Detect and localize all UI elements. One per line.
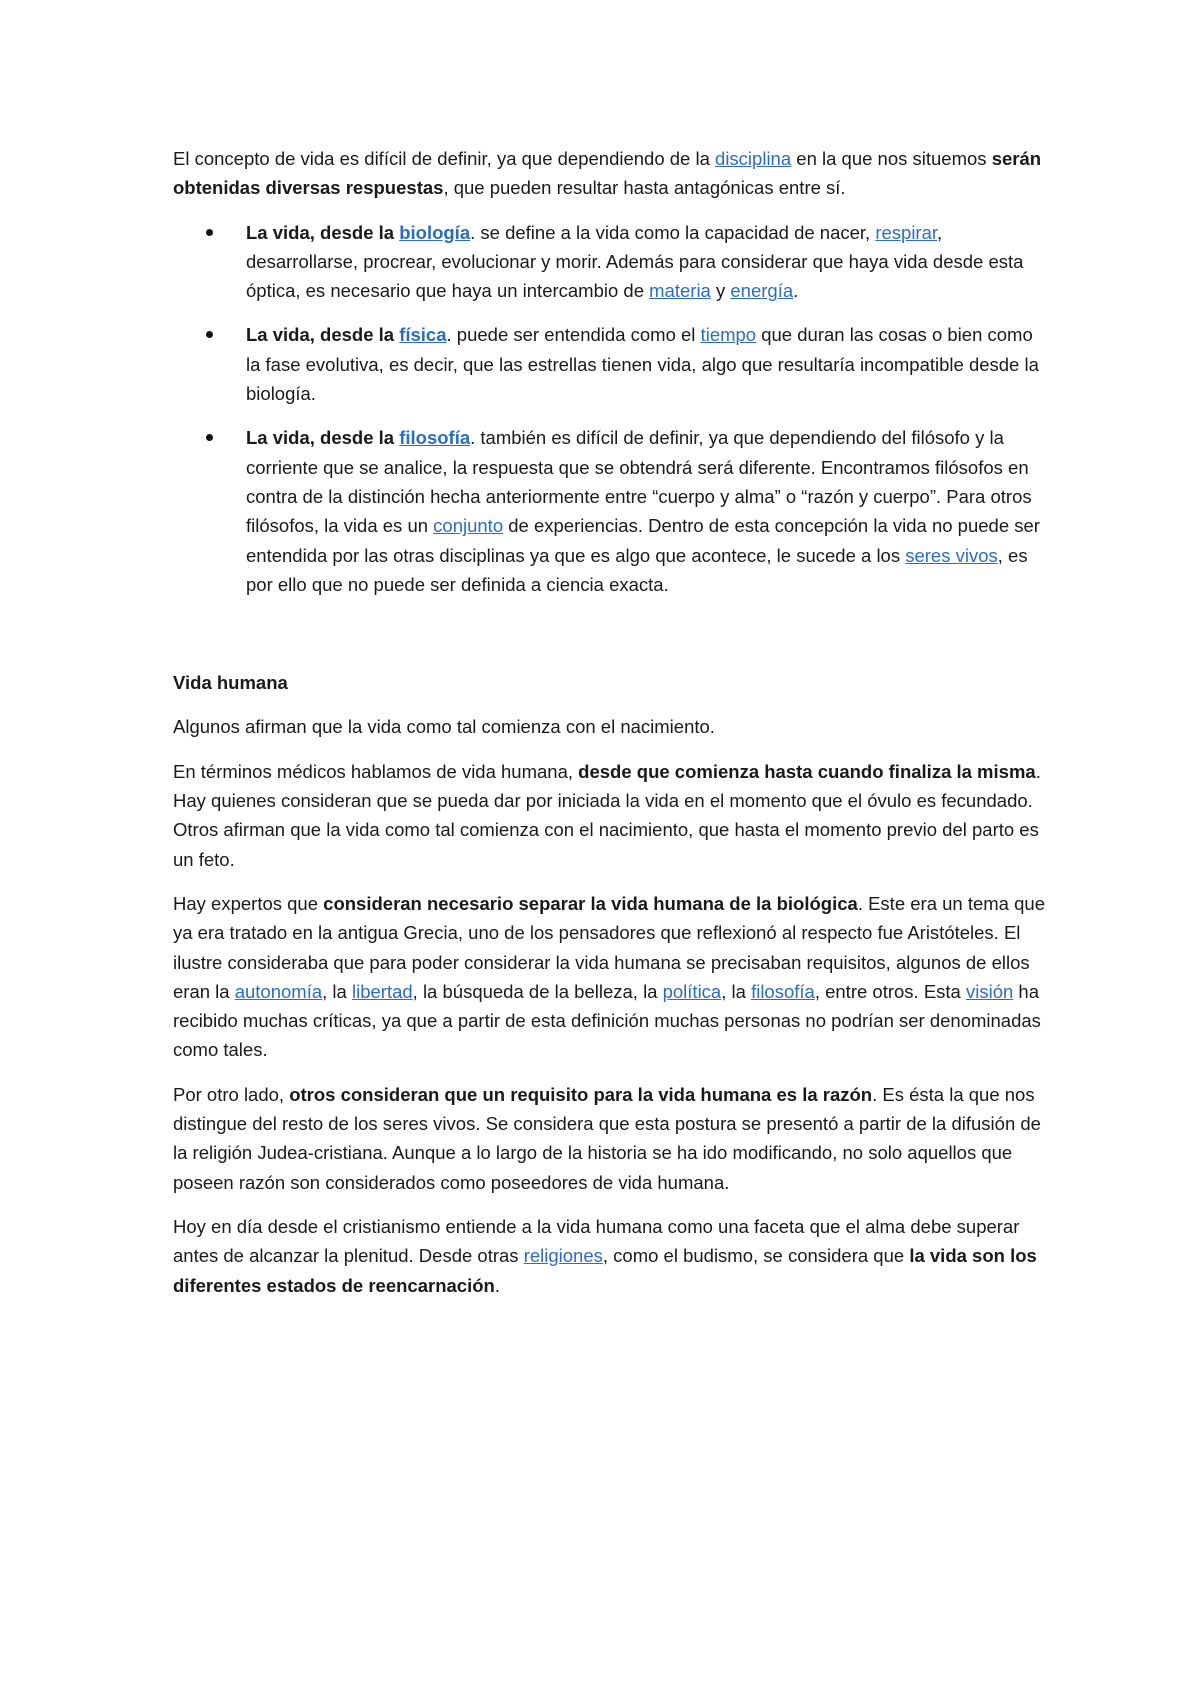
text: Hoy en día desde el cristianismo entiende a la vida humana como una faceta que el alma debe superar antes de alcanzar la plenitud. Desde otras [173,1215,1020,1267]
text: , desarrollarse, procrear, evolucionar y morir. Además para considerar que haya vida desde esta óptica, es necesario que haya un intercambio de [246,221,1024,302]
link-vision[interactable]: visión [965,980,1014,1002]
text: Por otro lado, [173,1083,290,1105]
text: . también es difícil de definir, ya que dependiendo del filósofo y la corriente que se analice, la respuesta que se obtendrá será diferente. Encontramos filósofos en contra de la distinción hecha anteriormente entre “cuerpo y alma” o “razón y cuerpo”. Para otros filósofos, la vida es un [246,427,1032,537]
bold-text: desde que comienza hasta cuando finaliza la misma [578,760,1036,782]
bullet-lead: La vida, desde la [246,427,400,449]
text: . Hay quienes consideran que se pueda dar por iniciada la vida en el momento que el óvulo es fecundado. Otros afirman que la vida como tal comienza con el nacimiento, que hasta el momento previo del parto es un feto. [173,760,1041,870]
document-body [173,144,1048,1315]
text: En términos médicos hablamos de vida humana, [173,760,579,782]
bullet-lead: La vida, desde la [246,221,400,243]
text: , la [721,980,752,1002]
text: El concepto de vida es difícil de definir, ya que dependiendo de la [173,148,716,169]
text: . Este era un tema que ya era tratado en la antigua Grecia, uno de los pensadores que reflexionó al respecto fue Aristóteles. El ilustre consideraba que para poder considerar la vida humana se precisaban requisitos, algunos de ellos eran la [173,892,1045,1002]
bold-text: la vida son los diferentes estados de reencarnación [173,1245,1037,1296]
link-conjunto[interactable]: conjunto [433,515,504,537]
bullet-item-fisica [173,320,1048,408]
bullet-dot [206,434,213,441]
link-seres-vivos[interactable]: seres vivos [905,544,998,566]
text: . Es ésta la que nos distingue del resto de los seres vivos. Se considera que esta postura se presentó a partir de la difusión de la religión Judea-cristiana. Aunque a lo largo de la historia se ha ido modificando, no solo aquellos que poseen razón son considerados como poseedores de vida humana. [173,1083,1041,1193]
text: , entre otros. Esta [814,980,966,1002]
text: de experiencias. Dentro de esta concepción la vida no puede ser entendida por las otras disciplinas ya que es algo que acontece, le sucede a los [246,515,1040,566]
bold-text: otros consideran que un requisito para la vida humana es la razón [289,1083,873,1105]
text: , que pueden resultar hasta antagónicas entre sí. [443,177,846,199]
paragraph-3 [173,889,1048,1065]
text: en la que nos situemos [791,148,992,169]
link-filosofia[interactable]: filosofía [399,427,471,449]
text: , la búsqueda de la belleza, la [412,980,663,1002]
link-materia[interactable]: materia [649,280,711,302]
paragraph-2 [173,757,1048,874]
text: y [710,280,731,302]
text: que duran las cosas o bien como la fase evolutiva, es decir, que las estrellas tienen vida, algo que resultaría incompatible desde la biología. [246,324,1039,405]
text: , como el budismo, se considera que [602,1245,910,1267]
link-filosofia-2[interactable]: filosofía [751,980,815,1002]
bullet-list [173,218,1048,600]
bold-text: serán obtenidas diversas respuestas [173,148,1042,199]
bullet-lead: La vida, desde la [246,324,400,346]
section-title: Vida humana [173,672,288,694]
link-politica[interactable]: política [662,980,722,1002]
link-autonomia[interactable]: autonomía [234,980,323,1002]
paragraph-1: Algunos afirman que la vida como tal comienza con el nacimiento. [173,716,715,738]
text: , es por ello que no puede ser definida a ciencia exacta. [246,544,1028,595]
bullet-item-filosofia [173,423,1048,599]
link-biologia[interactable]: biología [399,221,471,243]
link-respirar[interactable]: respirar [875,221,938,243]
link-fisica[interactable]: física [399,324,447,346]
text: . [494,1274,500,1296]
text: ha recibido muchas críticas, ya que a partir de esta definición muchas personas no podrían ser denominadas como tales. [173,980,1041,1061]
link-libertad[interactable]: libertad [351,980,413,1002]
text: Hay expertos que [173,892,324,914]
text: . puede ser entendida como el [446,324,701,346]
link-disciplina[interactable]: disciplina [715,148,792,169]
bullet-item-biologia [173,218,1048,306]
bullet-dot [206,229,213,236]
link-religiones[interactable]: religiones [523,1245,603,1267]
text: . se define a la vida como la capacidad de nacer, [470,221,876,243]
text: . [793,280,799,302]
link-tiempo[interactable]: tiempo [700,324,757,346]
text: , la [322,980,352,1002]
bullet-dot [206,331,213,338]
bold-text: consideran necesario separar la vida humana de la biológica [323,892,858,914]
paragraph-4 [173,1080,1048,1197]
link-energia[interactable]: energía [730,280,794,302]
paragraph-5 [173,1212,1048,1300]
intro-paragraph [173,144,1048,203]
